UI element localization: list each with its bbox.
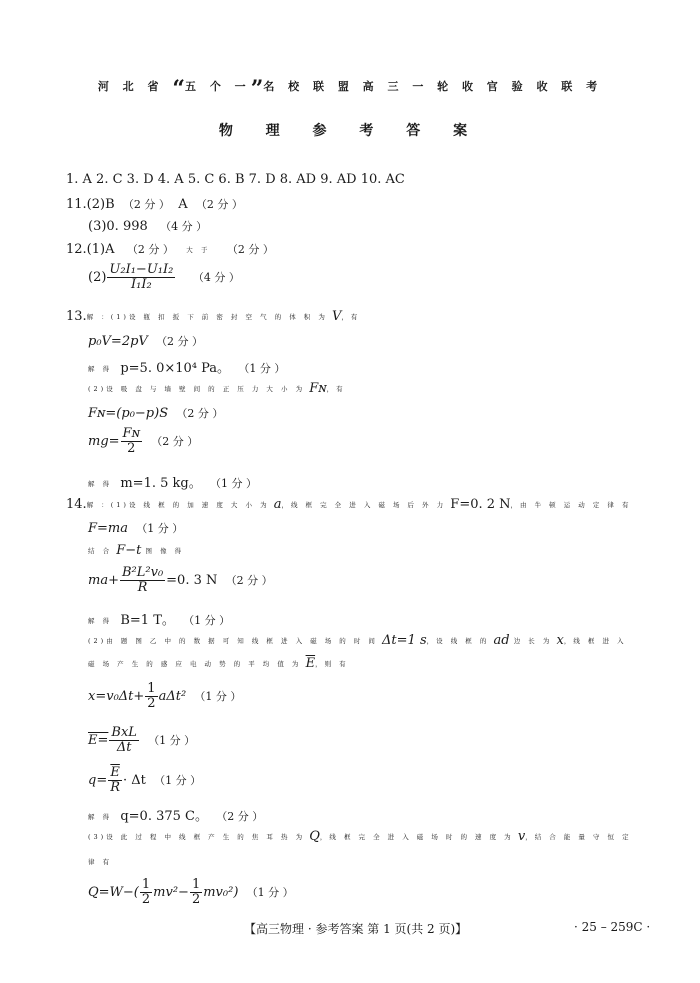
q14-result1 xyxy=(88,609,230,628)
q14-eq6-lhs: Q=W−( xyxy=(88,885,139,900)
header-right: 名 校 联 盟 高 三 一 轮 收 官 验 收 联 考 xyxy=(263,80,603,93)
q14-line1 xyxy=(66,497,632,512)
q14-eq5-den: R xyxy=(110,780,121,795)
q11-points2: （2 分 ） xyxy=(195,198,243,211)
footer-page-info: 【高三物理 · 参考答案 第 1 页(共 2 页)】 xyxy=(244,922,468,936)
q14-eq6 xyxy=(88,878,294,907)
q13-eq3-points: （2 分 ） xyxy=(151,435,199,448)
q14-var-a: a xyxy=(273,497,282,512)
q14-eq4-den: Δt xyxy=(116,740,132,755)
q14-eq3-tail: aΔt² xyxy=(158,689,187,704)
q13-eq2-points: （2 分 ） xyxy=(176,407,224,420)
q14-eq1-text: F=ma xyxy=(88,521,128,536)
q13-text1: (1)设 瓶 扣 扳 下 前 密 封 空 气 的 体 积 为 xyxy=(110,313,328,321)
q11-part3: (3)0. 998 xyxy=(88,219,148,234)
q13-eq1 xyxy=(88,333,203,349)
q14-combine-label: 结 合 xyxy=(88,547,113,555)
header-mid: 五 个 一 xyxy=(185,80,251,93)
q14-result1-points: （1 分 ） xyxy=(183,614,231,627)
q13-eq1-points: （2 分 ） xyxy=(156,335,204,348)
header-left: 河 北 省 xyxy=(97,80,164,93)
q14-result2-text: q=0. 375 C。 xyxy=(120,809,208,824)
q14-force: F=0. 2 N xyxy=(450,497,511,512)
q14-part3-text1: (3)设 此 过 程 中 线 框 产 生 的 焦 耳 热 为 xyxy=(88,833,306,841)
q14-eq6-tail: mv₀²) xyxy=(203,885,239,900)
q14-eq6-fraction2 xyxy=(190,878,202,907)
q14-result2 xyxy=(88,805,263,824)
q14-eq2-rhs: =0. 3 N xyxy=(166,573,218,588)
q14-part2-text1: (2)由 题 图 乙 中 的 数 据 可 知 线 框 进 入 磁 场 的 时 间 xyxy=(88,637,378,645)
q13-var-v: V xyxy=(331,309,342,324)
q14-part3-text2: ，线 框 完 全 进 入 磁 场 时 的 速 度 为 xyxy=(319,833,514,841)
q14-part2-line2 xyxy=(88,656,349,671)
q14-eq4-fraction xyxy=(109,726,139,755)
q13-eq3-fraction xyxy=(121,427,142,456)
q11-points3: （4 分 ） xyxy=(160,220,208,233)
q13-eq2-text: Fɴ=(p₀−p)S xyxy=(88,406,169,421)
q12-points2: （2 分 ） xyxy=(226,243,274,256)
q13-text2: ，有 xyxy=(341,313,361,321)
q13-eq3-den: 2 xyxy=(127,441,136,456)
q12-part2: (2) xyxy=(88,270,107,285)
q12-part1: 12.(1)A xyxy=(66,242,115,257)
q14-part3-line2 xyxy=(88,854,112,869)
page-title: 物 理 参 考 答 案 xyxy=(218,123,482,139)
q14-number: 14. xyxy=(66,497,87,512)
q14-delta-t: Δt=1 s xyxy=(382,633,427,648)
q13-eq3 xyxy=(88,427,198,456)
q14-result1-text: B=1 T。 xyxy=(120,613,175,628)
q14-eq1 xyxy=(88,520,183,536)
q14-avg-emf: $\overline{E}$ xyxy=(305,656,316,671)
q14-eq5-fraction xyxy=(108,766,122,795)
q14-eq6-points: （1 分 ） xyxy=(246,886,294,899)
q13-part2-text2: ，有 xyxy=(326,385,346,393)
q14-eq5 xyxy=(88,766,201,795)
q14-text1: (1)设 线 框 的 加 速 度 大 小 为 xyxy=(110,501,270,509)
q11-answer-b: A xyxy=(178,197,188,212)
q12-denominator: I₁I₂ xyxy=(131,277,152,292)
q14-eq6-mid: mv²− xyxy=(153,885,189,900)
q14-eq2-points: （2 分 ） xyxy=(225,574,273,587)
q13-part2 xyxy=(88,381,346,396)
q14-part2-text3: 边 长 为 xyxy=(513,637,553,645)
q12-line2 xyxy=(88,263,240,292)
q13-result1-text: p=5. 0×10⁴ Pa。 xyxy=(120,361,231,376)
q14-eq2-num: B²L²v₀ xyxy=(121,565,164,580)
q14-eq1-points: （1 分 ） xyxy=(136,522,184,535)
q13-result2 xyxy=(88,472,257,491)
q14-eq6-den2: 2 xyxy=(191,892,201,907)
q14-ad: ad xyxy=(493,633,510,648)
q14-var-x: x xyxy=(556,633,564,648)
q14-eq3-lhs: x=v₀Δt+ xyxy=(88,689,145,704)
q13-line1 xyxy=(66,309,360,324)
q14-ft: F−t xyxy=(116,543,142,558)
q14-eq2 xyxy=(88,566,273,595)
q14-text3: ，由 牛 顿 运 动 定 律 有 xyxy=(510,501,632,509)
q13-result2-points: （1 分 ） xyxy=(209,477,257,490)
q14-solve-label-2: 解 得 xyxy=(88,617,113,625)
q13-eq3-num: Fɴ xyxy=(122,426,140,441)
q14-var-v: v xyxy=(517,829,526,844)
q14-eq4 xyxy=(88,726,195,755)
q14-eq3-points: （1 分 ） xyxy=(194,690,242,703)
q14-part2-text6: ，则 有 xyxy=(315,660,349,668)
q13-eq2 xyxy=(88,405,223,421)
q13-result1 xyxy=(88,357,285,376)
q13-var-fn: Fɴ xyxy=(309,381,327,396)
q14-eq6-num1: 1 xyxy=(141,877,151,892)
q14-eq5-tail: · Δt xyxy=(123,773,146,788)
q14-eq6-num2: 1 xyxy=(191,877,201,892)
q14-eq4-lhs: E= xyxy=(88,733,109,748)
footer-code: · 25 – 259C · xyxy=(574,920,651,934)
q13-number: 13. xyxy=(66,309,87,324)
q11-line1 xyxy=(66,196,243,212)
q13-part2-text: (2)设 吸 盘 与 墙 壁 间 的 正 压 力 大 小 为 xyxy=(88,385,306,393)
q14-eq5-lhs: q= xyxy=(88,773,108,788)
q14-graph-text: 图 像 得 xyxy=(145,547,185,555)
q14-eq4-num: BxL xyxy=(111,725,137,740)
q11-points1: （2 分 ） xyxy=(122,198,170,211)
q12-points3: （4 分 ） xyxy=(192,271,240,284)
q11-part2: 11.(2)B xyxy=(66,197,115,212)
q13-solve-label: 解 ： xyxy=(86,313,111,321)
q14-var-q: Q xyxy=(309,829,320,844)
q12-points1: （2 分 ） xyxy=(126,243,174,256)
q14-eq5-num: $\overline{E}$ xyxy=(108,766,122,781)
q13-solve-label-3: 解 得 xyxy=(88,480,113,488)
q13-eq1-text: p₀V=2pV xyxy=(88,334,148,349)
q14-graph-note xyxy=(88,543,184,558)
q12-answer-b: 大 于 xyxy=(186,246,211,254)
answers-1-10: 1. A 2. C 3. D 4. A 5. C 6. B 7. D 8. AD 9. AD 10. AC xyxy=(66,172,405,187)
q14-text2: ，线 框 完 全 进 入 磁 场 后 外 力 xyxy=(281,501,447,509)
q14-part2-text2: ，设 线 框 的 xyxy=(426,637,490,645)
q14-eq3-num: 1 xyxy=(147,681,156,696)
q14-eq4-points: （1 分 ） xyxy=(148,734,196,747)
q14-solve-label-3: 解 得 xyxy=(88,813,113,821)
q12-numerator: U₂I₁−U₁I₂ xyxy=(109,262,174,277)
q14-part2-text4: ，线 框 进 入 xyxy=(563,637,627,645)
q14-part3-text3: ，结 合 能 量 守 恒 定 xyxy=(525,833,632,841)
q14-eq3 xyxy=(88,682,241,711)
q14-eq3-fraction xyxy=(145,682,157,711)
q14-eq2-fraction xyxy=(120,566,165,595)
q13-solve-label-2: 解 得 xyxy=(88,365,113,373)
header-open-quote: “ xyxy=(172,76,186,102)
q14-eq5-points: （1 分 ） xyxy=(154,774,202,787)
q13-eq3-lhs: mg= xyxy=(88,434,120,449)
q13-result1-points: （1 分 ） xyxy=(238,362,286,375)
q11-line2 xyxy=(88,218,207,234)
q14-eq2-den: R xyxy=(137,580,148,595)
q14-eq2-lhs: ma+ xyxy=(88,573,119,588)
q12-line1 xyxy=(66,241,274,257)
q14-eq6-fraction1 xyxy=(140,878,152,907)
q14-result2-points: （2 分 ） xyxy=(216,810,264,823)
q14-eq6-den1: 2 xyxy=(141,892,151,907)
q12-fraction xyxy=(107,263,175,292)
q14-part3-text4: 律 有 xyxy=(88,858,113,866)
q14-part2-line1 xyxy=(88,633,627,648)
q14-part3-line1 xyxy=(88,829,632,844)
q13-result2-text: m=1. 5 kg。 xyxy=(120,476,202,491)
exam-header xyxy=(0,76,700,102)
q14-part2-text5: 磁 场 产 生 的 感 应 电 动 势 的 平 均 值 为 xyxy=(88,660,302,668)
q14-eq3-den: 2 xyxy=(147,696,156,711)
q14-solve-label: 解 ： xyxy=(86,501,111,509)
header-close-quote: ” xyxy=(250,76,264,102)
